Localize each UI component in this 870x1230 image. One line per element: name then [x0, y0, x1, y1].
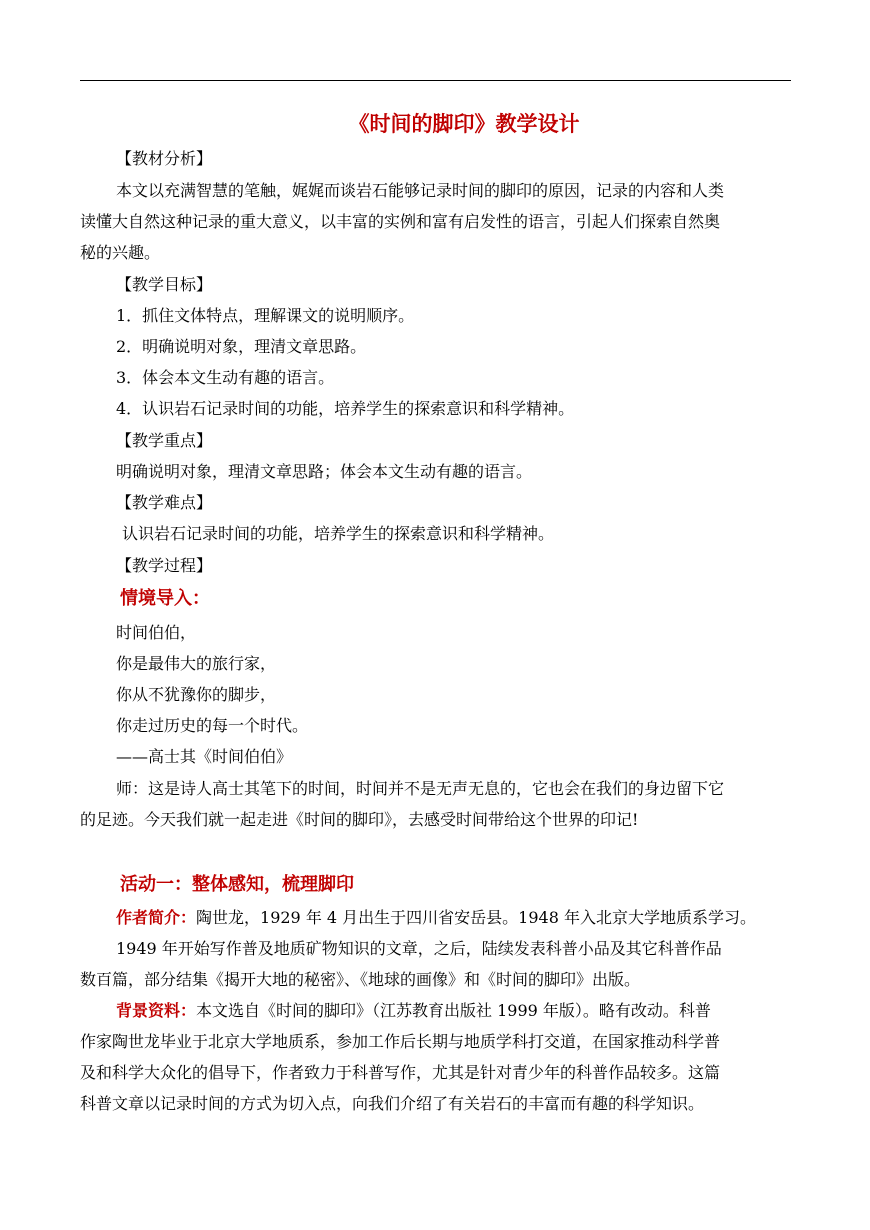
- goal-item: 1．抓住文体特点，理解课文的说明顺序。: [116, 306, 415, 325]
- section-heading-difficulties: 【教学难点】: [116, 493, 213, 512]
- poem-line: 你走过历史的每一个时代。: [116, 716, 309, 735]
- background-line: 科普文章以记录时间的方式为切入点，向我们介绍了有关岩石的丰富而有趣的科学知识。: [80, 1094, 705, 1113]
- author-intro-line: 数百篇，部分结集《揭开大地的秘密》、《地球的画像》和《时间的脚印》出版。: [80, 970, 641, 989]
- page-title: 《时间的脚印》教学设计: [348, 112, 580, 136]
- goal-item: 4．认识岩石记录时间的功能，培养学生的探索意识和科学精神。: [116, 399, 575, 418]
- poem-attribution: ——高士其《时间伯伯》: [116, 747, 293, 766]
- activity1-heading: 活动一：整体感知，梳理脚印: [120, 874, 354, 895]
- poem-line: 你从不犹豫你的脚步，: [116, 685, 277, 704]
- goal-item: 2．明确说明对象，理清文章思路。: [116, 337, 367, 356]
- section-heading-teaching-goals: 【教学目标】: [116, 275, 213, 294]
- background-line: 及和科学大众化的倡导下，作者致力于科普写作，尤其是针对青少年的科普作品较多。这篇: [80, 1063, 721, 1082]
- goal-item: 3．体会本文生动有趣的语言。: [116, 368, 335, 387]
- paragraph-line: 秘的兴趣。: [80, 243, 161, 262]
- background-line: 作家陶世龙毕业于北京大学地质系，参加工作后长期与地质学科打交道，在国家推动科学普: [80, 1032, 721, 1051]
- author-intro-line: 1949 年开始写作普及地质矿物知识的文章，之后，陆续发表科普小品及其它科普作品: [116, 939, 722, 958]
- header-rule: [80, 80, 791, 81]
- teacher-line: 师：这是诗人高士其笔下的时间，时间并不是无声无息的，它也会在我们的身边留下它: [116, 779, 725, 798]
- section-heading-key-points: 【教学重点】: [116, 431, 213, 450]
- difficulties-text: 认识岩石记录时间的功能，培养学生的探索意识和科学精神。: [122, 524, 555, 543]
- section-heading-material-analysis: 【教材分析】: [116, 149, 213, 168]
- author-intro-line: [116, 907, 756, 929]
- paragraph-line: 本文以充满智慧的笔触，娓娓而谈岩石能够记录时间的脚印的原因，记录的内容和人类: [116, 181, 725, 200]
- intro-heading: 情境导入：: [120, 588, 210, 609]
- poem-line: 你是最伟大的旅行家，: [116, 654, 277, 673]
- author-intro-text: 陶世龙，1929 年 4 月出生于四川省安岳县。1948 年入北京大学地质系学习。: [196, 908, 756, 927]
- section-heading-process: 【教学过程】: [116, 556, 213, 575]
- background-line: [116, 1000, 711, 1022]
- teacher-line: 的足迹。今天我们就一起走进《时间的脚印》，去感受时间带给这个世界的印记!: [80, 810, 639, 829]
- background-label: 背景资料：: [116, 1001, 197, 1020]
- background-text: 本文选自《时间的脚印》（江苏教育出版社 1999 年版）。略有改动。科普: [196, 1001, 711, 1020]
- poem-line: 时间伯伯，: [116, 623, 197, 642]
- paragraph-line: 读懂大自然这种记录的重大意义，以丰富的实例和富有启发性的语言，引起人们探索自然奥: [80, 212, 721, 231]
- author-intro-label: 作者简介：: [116, 908, 197, 927]
- key-points-text: 明确说明对象，理清文章思路；体会本文生动有趣的语言。: [116, 462, 533, 481]
